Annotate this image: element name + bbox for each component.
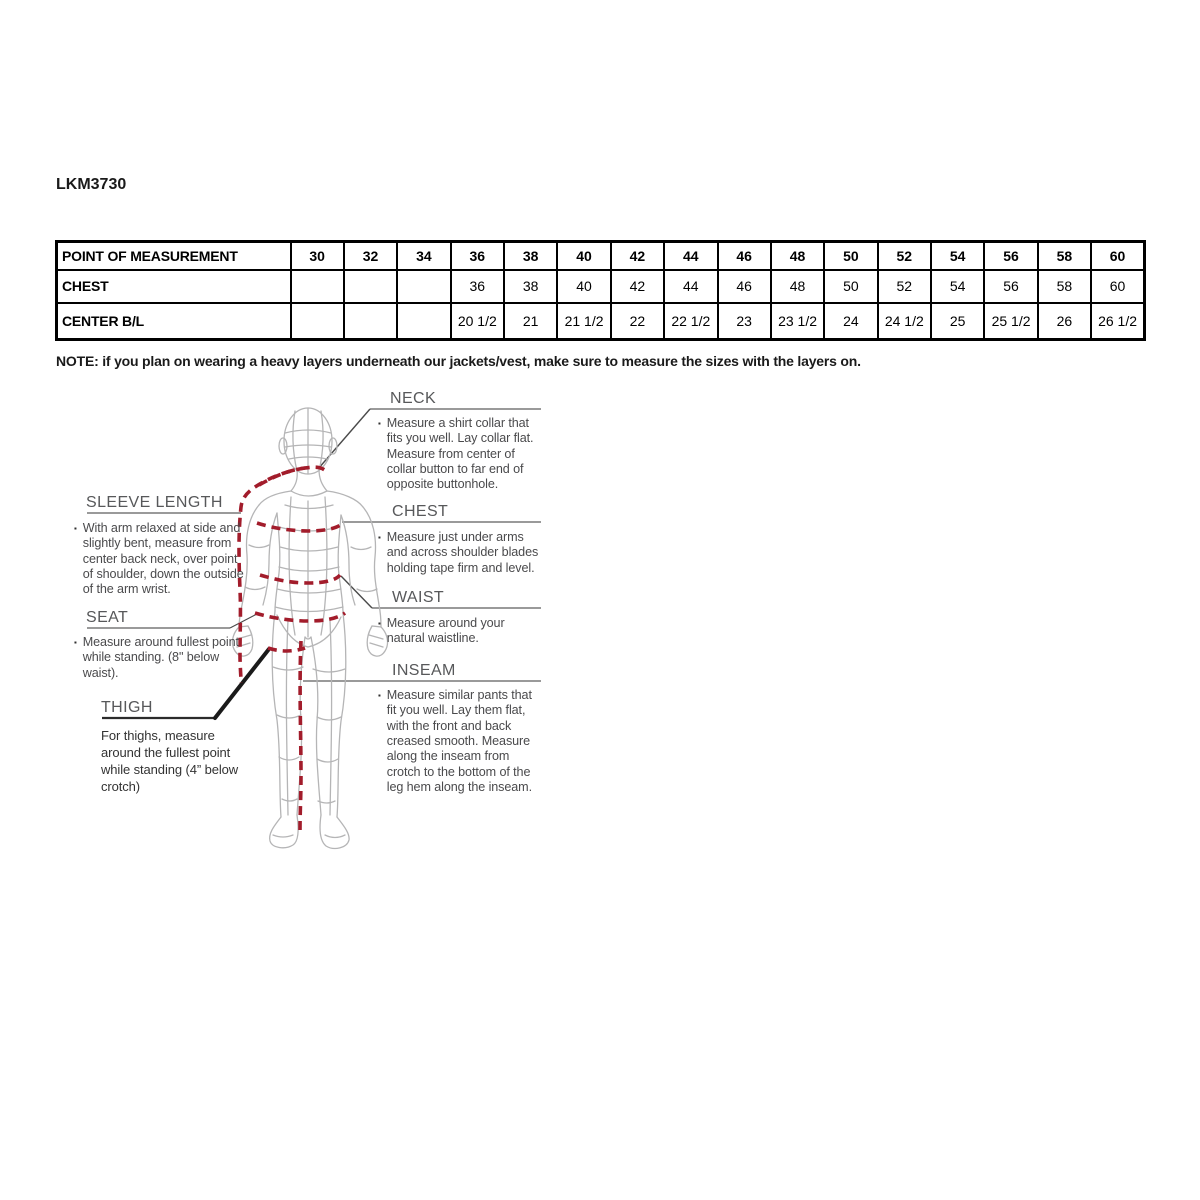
table-cell: 40 [557, 270, 610, 303]
table-cell: 44 [664, 270, 717, 303]
table-cell: 24 [824, 303, 877, 340]
table-cell: 25 1/2 [984, 303, 1037, 340]
waist-measure-line [260, 575, 340, 583]
table-header-cell: 32 [344, 242, 397, 270]
inseam-description: ▪ Measure similar pants that fit you well. Lay them flat, with the front and back creased smooth. Measure along the inseam from crotch to the bottom of the leg hem along the inseam. [378, 688, 532, 795]
table-header-cell: 36 [451, 242, 504, 270]
table-cell: 26 1/2 [1091, 303, 1144, 340]
table-header-cell: 44 [664, 242, 717, 270]
table-header-cell: POINT OF MEASUREMENT [57, 242, 291, 270]
table-header-cell: 58 [1038, 242, 1091, 270]
table-cell: 48 [771, 270, 824, 303]
bullet-icon: ▪ [378, 691, 381, 700]
table-cell: 22 [611, 303, 664, 340]
table-row-center-bl [57, 303, 1145, 340]
note-text: NOTE: if you plan on wearing a heavy layers underneath our jackets/vest, make sure to measure the sizes with the layers on. [56, 353, 861, 369]
seat-measure-line [255, 613, 345, 621]
table-cell: 50 [824, 270, 877, 303]
table-cell: 21 [504, 303, 557, 340]
table-cell: 25 [931, 303, 984, 340]
inseam-heading: INSEAM [392, 662, 456, 679]
table-cell: 60 [1091, 270, 1144, 303]
table-cell: 52 [878, 270, 931, 303]
bullet-icon: ▪ [378, 419, 381, 428]
chest-description: ▪ Measure just under arms and across shoulder blades holding tape firm and level. [378, 530, 539, 575]
table-cell: 23 [718, 303, 771, 340]
table-header-cell: 40 [557, 242, 610, 270]
sleeve-length-description: ▪ With arm relaxed at side and slightly bent, measure from center back neck, over point of shoulder, down the outside of the arm wrist. [74, 521, 244, 597]
neck-measure-line [259, 467, 326, 485]
table-header-cell: 38 [504, 242, 557, 270]
row-label: CENTER B/L [57, 303, 291, 340]
table-cell: 21 1/2 [557, 303, 610, 340]
table-cell [291, 303, 344, 340]
row-label: CHEST [57, 270, 291, 303]
neck-description: ▪ Measure a shirt collar that fits you well. Lay collar flat. Measure from center of collar button to far end of opposite buttonhole. [378, 416, 534, 492]
thigh-description: For thighs, measure around the fullest point while standing (4” below crotch) [101, 728, 239, 794]
table-header-cell: 30 [291, 242, 344, 270]
product-code: LKM3730 [56, 176, 127, 193]
table-header-cell: 52 [878, 242, 931, 270]
table-cell: 20 1/2 [451, 303, 504, 340]
table-cell [397, 303, 450, 340]
table-cell: 56 [984, 270, 1037, 303]
neck-heading: NECK [390, 390, 437, 407]
table-cell: 54 [931, 270, 984, 303]
bullet-icon: ▪ [74, 638, 77, 647]
table-header-cell: 46 [718, 242, 771, 270]
table-cell [397, 270, 450, 303]
waist-heading: WAIST [392, 589, 445, 606]
table-cell: 26 [1038, 303, 1091, 340]
table-header-cell: 48 [771, 242, 824, 270]
table-header-cell: 56 [984, 242, 1037, 270]
bullet-icon: ▪ [378, 619, 381, 628]
seat-heading: SEAT [86, 609, 129, 626]
sleeve-length-heading: SLEEVE LENGTH [86, 494, 223, 511]
table-cell: 38 [504, 270, 557, 303]
table-header-cell: 54 [931, 242, 984, 270]
table-cell [344, 270, 397, 303]
seat-description: ▪ Measure around fullest point while standing. (8" below waist). [74, 635, 239, 680]
thigh-heading: THIGH [101, 699, 153, 716]
table-cell [344, 303, 397, 340]
bullet-icon: ▪ [74, 524, 77, 533]
table-header-cell: 50 [824, 242, 877, 270]
bullet-icon: ▪ [378, 533, 381, 542]
table-cell [291, 270, 344, 303]
table-header-cell: 42 [611, 242, 664, 270]
table-cell: 46 [718, 270, 771, 303]
table-cell: 22 1/2 [664, 303, 717, 340]
table-cell: 24 1/2 [878, 303, 931, 340]
table-header-cell: 60 [1091, 242, 1144, 270]
table-cell: 58 [1038, 270, 1091, 303]
table-cell: 23 1/2 [771, 303, 824, 340]
table-cell: 36 [451, 270, 504, 303]
size-table [55, 240, 1146, 341]
table-header-cell: 34 [397, 242, 450, 270]
table-header-row [57, 242, 1145, 270]
waist-description: ▪ Measure around your natural waistline. [378, 616, 505, 646]
table-row-chest [57, 270, 1145, 303]
chest-heading: CHEST [392, 503, 449, 520]
chest-measure-line [257, 523, 343, 531]
table-cell: 42 [611, 270, 664, 303]
mannequin-wireframe [232, 408, 387, 848]
